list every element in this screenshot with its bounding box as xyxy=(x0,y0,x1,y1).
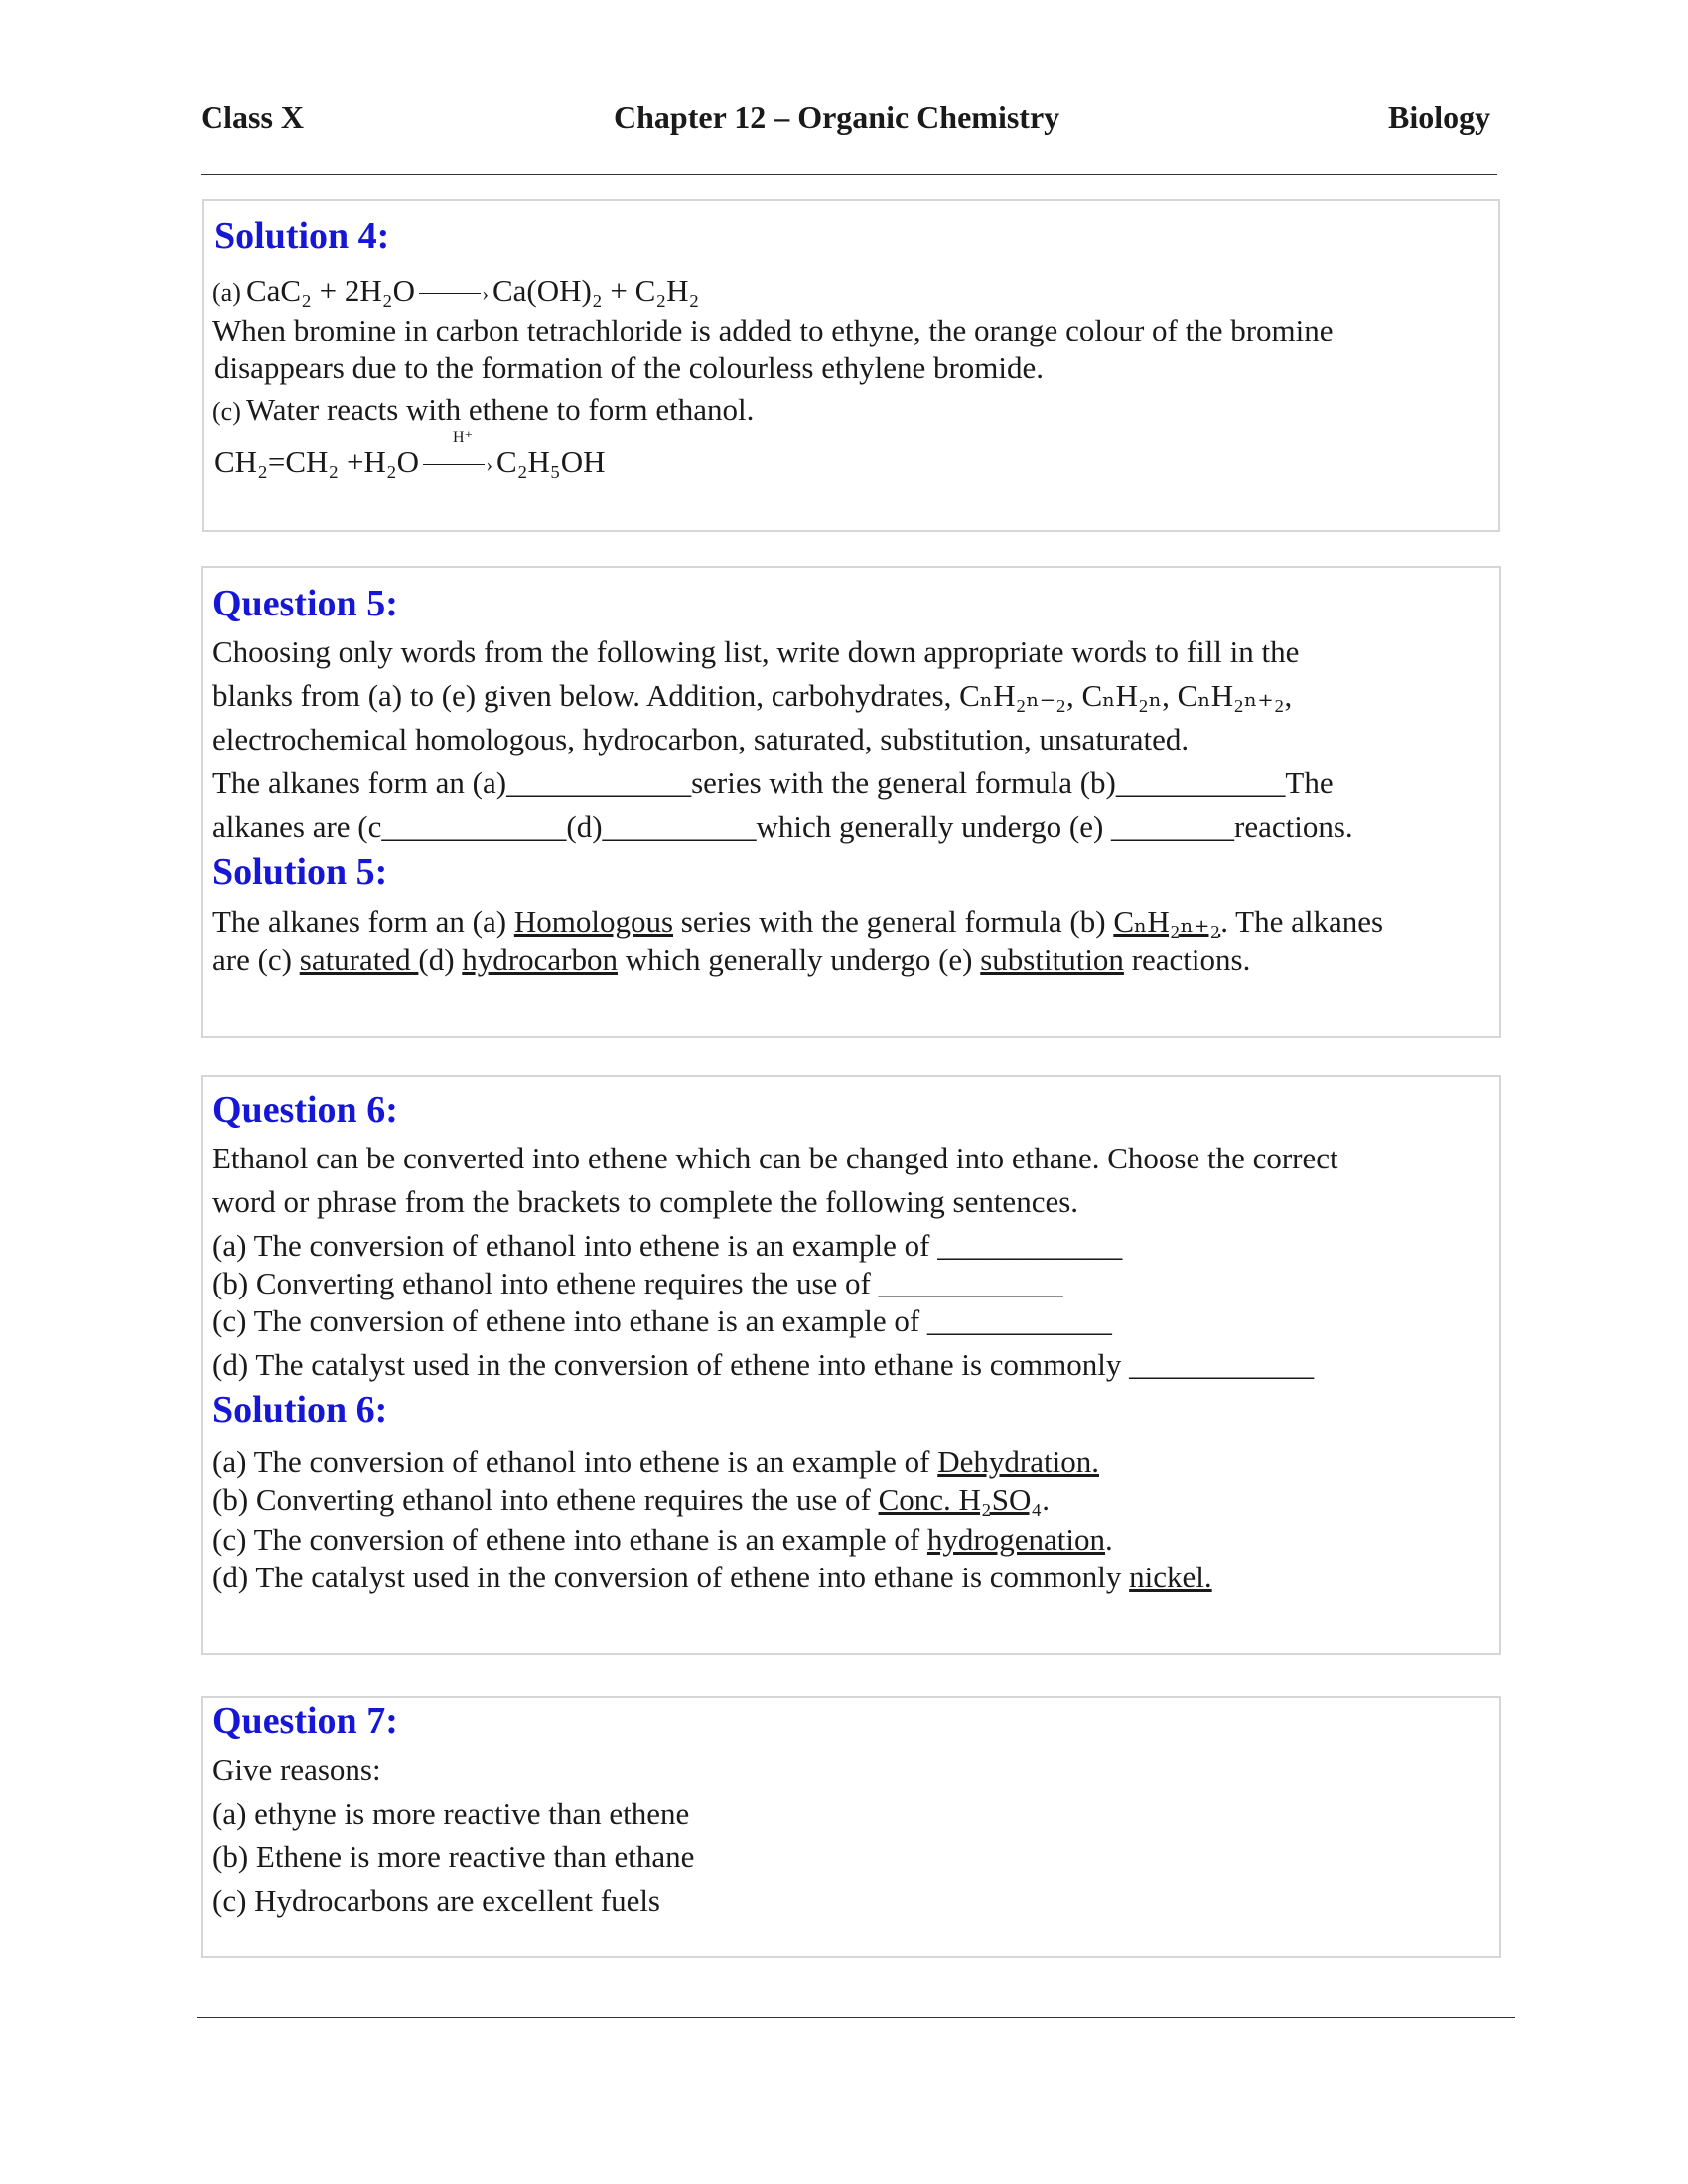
reaction-arrow-icon: › xyxy=(419,284,489,304)
solution-4-line-b2: disappears due to the formation of the colourless ethylene bromide. xyxy=(214,350,1045,385)
question-6-line-2: word or phrase from the brackets to complete the following sentences. xyxy=(212,1184,1079,1219)
question-6-heading: Question 6: xyxy=(212,1089,398,1131)
question-5-line-3: electrochemical homologous, hydrocarbon, saturated, substitution, unsaturated. xyxy=(212,722,1190,756)
eq2-catalyst: H⁺ xyxy=(453,428,474,446)
header-subject: Biology xyxy=(1388,99,1491,135)
solution-5-heading: Solution 5: xyxy=(212,851,388,892)
solution-5-line-2: are (c) saturated (d) hydrocarbon which generally undergo (e) substitution reactions. xyxy=(212,942,1251,977)
answer-hydrogenation: hydrogenation xyxy=(926,1522,1105,1557)
item-marker-a: (a) xyxy=(212,278,241,307)
solution-4-eq2 xyxy=(214,428,606,478)
header-chapter: Chapter 12 – Organic Chemistry xyxy=(614,99,1060,135)
answer-substitution: substitution xyxy=(980,942,1124,977)
question-6-line-1: Ethanol can be converted into ethene which can be changed into ethane. Choose the correct xyxy=(212,1141,1338,1175)
eq1-rhs: Ca(OH)₂ + C₂H₂ xyxy=(492,273,700,308)
answer-dehydration: Dehydration. xyxy=(937,1444,1099,1479)
question-7-item-b: (b) Ethene is more reactive than ethane xyxy=(212,1840,695,1874)
solution-6-item-d: (d) The catalyst used in the conversion of ethene into ethane is commonly nickel. xyxy=(212,1560,1212,1594)
answer-hydrocarbon: hydrocarbon xyxy=(462,942,618,977)
solution-4-line-c: (c) Water reacts with ethene to form ethanol. xyxy=(212,392,755,427)
solution-4-line-b1: When bromine in carbon tetrachloride is added to ethyne, the orange colour of the bromine xyxy=(212,313,1334,347)
question-5-line-1: Choosing only words from the following list, write down appropriate words to fill in the xyxy=(212,634,1300,669)
question-7-item-c: (c) Hydrocarbons are excellent fuels xyxy=(212,1883,660,1918)
question-5-line-4: The alkanes form an (a)____________series with the general formula (b)___________The xyxy=(212,765,1334,800)
solution-4-heading: Solution 4: xyxy=(214,215,390,257)
solution-6-heading: Solution 6: xyxy=(212,1389,388,1431)
reaction-arrow-icon: H⁺ › xyxy=(423,455,492,475)
question-6-item-c: (c) The conversion of ethene into ethane is an example of ____________ xyxy=(212,1303,1112,1338)
question-7-heading: Question 7: xyxy=(212,1701,398,1742)
question-6-item-d: (d) The catalyst used in the conversion of ethene into ethane is commonly ____________ xyxy=(212,1347,1315,1382)
question-5-line-2: blanks from (a) to (e) given below. Addition, carbohydrates, CₙH₂ₙ₋₂, CₙH₂ₙ, CₙH₂ₙ₊₂, xyxy=(212,678,1293,713)
question-5-line-5: alkanes are (c____________(d)__________which generally undergo (e) ________reactions. xyxy=(212,809,1353,844)
solution-6-item-b: (b) Converting ethanol into ethene requires the use of Conc. H₂SO₄. xyxy=(212,1482,1050,1517)
solution-4-eq1 xyxy=(212,274,699,308)
eq2-rhs: C₂H₅OH xyxy=(496,444,606,478)
question-6-item-a: (a) The conversion of ethanol into ethene is an example of ____________ xyxy=(212,1228,1123,1263)
footer-divider xyxy=(197,2017,1515,2018)
item-marker-c: (c) xyxy=(212,397,241,426)
solution-6-item-a: (a) The conversion of ethanol into ethene is an example of Dehydration. xyxy=(212,1444,1099,1479)
solution-6-item-c: (c) The conversion of ethene into ethane is an example of hydrogenation. xyxy=(212,1522,1113,1557)
solution-5-line-1: The alkanes form an (a) Homologous series with the general formula (b) CₙH₂ₙ₊₂. The alkanes xyxy=(212,904,1384,939)
header-class: Class X xyxy=(201,99,305,135)
question-7-item-a: (a) ethyne is more reactive than ethene xyxy=(212,1796,690,1831)
question-7-intro: Give reasons: xyxy=(212,1752,381,1787)
answer-homologous: Homologous xyxy=(513,904,674,939)
answer-saturated: saturated xyxy=(299,942,419,977)
answer-formula: CₙH₂ₙ₊₂ xyxy=(1113,904,1221,939)
question-6-item-b: (b) Converting ethanol into ethene requires the use of ____________ xyxy=(212,1266,1063,1300)
eq2-lhs: CH₂=CH₂ +H₂O xyxy=(214,444,420,478)
header-divider xyxy=(201,174,1497,175)
eq1-lhs: CaC₂ + 2H₂O xyxy=(246,273,415,308)
question-5-heading: Question 5: xyxy=(212,583,398,624)
answer-conc-h2so4: Conc. H₂SO₄ xyxy=(878,1482,1043,1517)
answer-nickel: nickel. xyxy=(1129,1560,1212,1594)
